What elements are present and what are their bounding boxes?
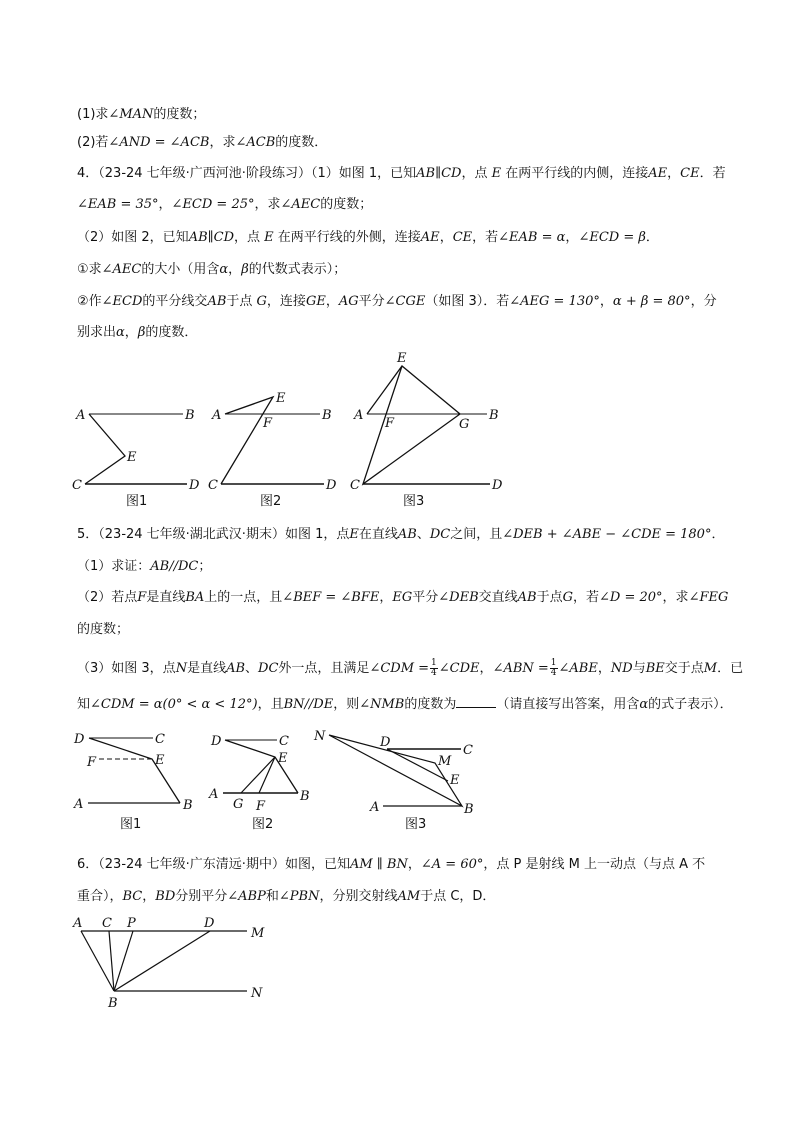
label-e: E (155, 753, 165, 768)
text: 重合）， (77, 889, 123, 904)
text: 的度数； (153, 107, 206, 122)
caption: 图1 (120, 817, 142, 832)
text: ，点 P 是射线 M 上一动点（与点 A 不 (483, 857, 706, 872)
math: G (256, 294, 267, 309)
q5-line1 (77, 526, 724, 544)
label-c: C (72, 478, 82, 493)
math: AB (517, 590, 537, 605)
denominator: 4 (431, 668, 437, 678)
text: ， (124, 325, 138, 340)
math: ∠D = 20° (599, 590, 663, 605)
text: （请直接写出答案，用含 (496, 697, 640, 712)
text: ，点 (461, 166, 492, 181)
text: ，若 (472, 230, 499, 245)
math: ∠ABE (558, 661, 598, 676)
math: AG (338, 294, 359, 309)
math: α (639, 697, 649, 712)
text: ．若 (699, 166, 726, 181)
label-n: N (314, 729, 326, 744)
label-a: A (212, 408, 222, 423)
text: 与 (632, 661, 646, 676)
text: 在两平行线的外侧，连接 (273, 230, 421, 245)
math: GE (305, 294, 326, 309)
math: BE (645, 661, 665, 676)
q6-figure (81, 931, 247, 991)
math: M (703, 661, 718, 676)
label-d: D (492, 478, 503, 493)
q5-line3 (77, 589, 728, 607)
text: ， (325, 294, 339, 309)
text: 的度数． (275, 135, 328, 150)
label-b: B (185, 408, 195, 423)
text: ， (228, 262, 242, 277)
math: β (137, 325, 146, 340)
text: 上的一点，且 (204, 590, 283, 605)
math: ∠CDM = (369, 661, 430, 676)
label-f: F (263, 416, 273, 431)
text: 的式子表示）． (648, 697, 733, 712)
label-b: B (489, 408, 499, 423)
label-e: E (276, 391, 286, 406)
text: 的大小（用含 (141, 262, 220, 277)
text: ， (597, 661, 611, 676)
label-d: D (189, 478, 200, 493)
math: E (264, 230, 274, 245)
math: ∠ECD (101, 294, 143, 309)
math: ∠PBN (278, 889, 320, 904)
text: （1）求证： (77, 559, 151, 574)
text: 平分 (358, 294, 385, 309)
answer-blank (456, 695, 496, 708)
math: α + β = 80° (612, 294, 691, 309)
numerator: 1 (550, 658, 557, 668)
text: ，求 (209, 135, 236, 150)
label-b: B (183, 798, 193, 813)
numerator: 1 (431, 658, 437, 668)
text: （3）如图 3，点 (77, 661, 176, 676)
math: ∠CGE (384, 294, 426, 309)
q5-figure-3 (329, 735, 462, 806)
text: 分别平分 (175, 889, 228, 904)
text: ，求 (254, 197, 281, 212)
text: ．已 (717, 661, 744, 676)
text: 的度数为 (404, 697, 457, 712)
text: ，求 (662, 590, 689, 605)
q4-figure-3 (363, 366, 490, 484)
caption: 图3 (403, 494, 425, 509)
math: ∠ACB (235, 135, 276, 150)
text: 在直线 (358, 527, 398, 542)
math: E (349, 527, 359, 542)
math: BC (122, 889, 143, 904)
math: N (175, 661, 188, 676)
label-e: E (127, 450, 137, 465)
caption: 图2 (260, 494, 282, 509)
text: ，连接 (266, 294, 306, 309)
text: 在两平行线的内侧，连接 (501, 166, 649, 181)
text: 别求出 (77, 325, 117, 340)
math: AB (226, 661, 246, 676)
text: ； (198, 559, 212, 574)
text: ， (599, 294, 613, 309)
text: ， (667, 166, 681, 181)
math: DC (258, 661, 279, 676)
text: 的度数． (145, 325, 198, 340)
label-d: D (74, 732, 85, 747)
caption: 图1 (126, 494, 148, 509)
label-f: F (385, 416, 395, 431)
fraction (430, 659, 438, 678)
text: 的度数； (77, 622, 130, 637)
text: 交直线 (478, 590, 518, 605)
text: 、 (245, 661, 259, 676)
label-a: A (354, 408, 364, 423)
text: 交于点 (664, 661, 704, 676)
q5-figure-1 (88, 738, 180, 803)
label-b: B (108, 996, 118, 1011)
label-d: D (326, 478, 337, 493)
math: DC (429, 527, 451, 542)
text: 之间，且 (450, 527, 503, 542)
label-d: D (380, 735, 391, 750)
math: ∠EAB = α (498, 230, 566, 245)
label-n: N (251, 986, 263, 1001)
fraction (550, 659, 558, 678)
text: ， (439, 230, 453, 245)
math: ∠DEB (438, 590, 479, 605)
label-c: C (463, 743, 473, 758)
text: 的度数； (320, 197, 373, 212)
math: α (219, 262, 229, 277)
math: BA (185, 590, 205, 605)
math: β (241, 262, 249, 277)
text: ①求 (77, 262, 102, 277)
math: AE (420, 230, 440, 245)
text: 知 (77, 697, 91, 712)
math: ∠A = 60° (420, 857, 484, 872)
caption: 图2 (252, 817, 274, 832)
label-a: A (76, 408, 86, 423)
math: ∠NMB (359, 697, 405, 712)
text: ， (379, 590, 393, 605)
q5-line2 (77, 558, 211, 576)
math: ND (610, 661, 633, 676)
text: ，分别交射线 (319, 889, 398, 904)
math: E (491, 166, 502, 181)
text: 于点 (536, 590, 563, 605)
text: ． (645, 230, 659, 245)
label-c: C (208, 478, 218, 493)
math: ∠BEF = ∠BFE (282, 590, 380, 605)
text: ，点 (234, 230, 265, 245)
text: 是直线 (187, 661, 227, 676)
text: （如图 3）．若 (425, 294, 510, 309)
text: 于点 C，D． (420, 889, 496, 904)
label-d: D (204, 916, 215, 931)
q6-line2 (77, 888, 495, 906)
text: （2）如图 2，已知 (77, 230, 189, 245)
q6-line1 (77, 856, 705, 874)
text: ， (407, 857, 421, 872)
label-a: A (370, 800, 380, 815)
text: (2)若 (77, 135, 109, 150)
label-c: C (279, 734, 289, 749)
math: ∠MAN (108, 107, 154, 122)
label-e: E (278, 751, 288, 766)
caption: 图3 (405, 817, 427, 832)
text: 外一点，且满足 (278, 661, 370, 676)
label-a: A (209, 787, 219, 802)
text: ，则 (333, 697, 360, 712)
label-d: D (211, 734, 222, 749)
label-e: E (450, 773, 460, 788)
label-b: B (464, 802, 474, 817)
math: EG (392, 590, 413, 605)
text: 、 (416, 527, 430, 542)
math: CE (452, 230, 473, 245)
label-m: M (251, 926, 265, 941)
math: ∠DEB + ∠ABE − ∠CDE = 180° (502, 527, 712, 542)
q5-line5 (77, 659, 743, 678)
math: ∠EAB = 35° (77, 197, 159, 212)
math: ∠ABN = (492, 661, 549, 676)
math: ∠FEG (688, 590, 729, 605)
math: CE (680, 166, 700, 181)
math: AB∥CD (188, 230, 235, 245)
q5-line6 (77, 695, 733, 714)
math: ∠AND = ∠ACB (108, 135, 210, 150)
text: ， (479, 661, 493, 676)
math: ∠AEC (280, 197, 321, 212)
label-m: M (438, 754, 452, 769)
math: F (137, 590, 147, 605)
math: ∠AEG = 130° (509, 294, 600, 309)
text: ． (711, 527, 725, 542)
math: ∠ABP (227, 889, 266, 904)
text: 平分 (412, 590, 439, 605)
label-a: A (73, 916, 83, 931)
q5-line4 (77, 621, 129, 639)
math: ∠AEC (101, 262, 142, 277)
text: 的平分线交 (142, 294, 208, 309)
math: AM (397, 889, 421, 904)
math: G (562, 590, 574, 605)
math: ∠CDM = α(0° < α < 12°) (90, 697, 258, 712)
text: ，若 (573, 590, 600, 605)
text: ，且 (257, 697, 284, 712)
label-b: B (300, 789, 310, 804)
math: ∠ECD = β (578, 230, 646, 245)
math: AB (207, 294, 227, 309)
label-c: C (350, 478, 360, 493)
math: ∠CDE (438, 661, 480, 676)
math: AM ∥ BN (349, 857, 408, 872)
label-p: P (127, 916, 136, 931)
math: ∠ECD = 25° (171, 197, 255, 212)
label-e: E (397, 351, 407, 366)
text: ， (158, 197, 172, 212)
label-g: G (233, 797, 244, 812)
math: AB∥CD (416, 166, 462, 181)
text: ， (142, 889, 156, 904)
text: （2）若点 (77, 590, 138, 605)
text: 是直线 (146, 590, 186, 605)
text: ②作 (77, 294, 102, 309)
math: BD (155, 889, 176, 904)
q4-figure-1 (85, 414, 187, 484)
math: α (116, 325, 125, 340)
math: AE (648, 166, 668, 181)
text: 的代数式表示）； (248, 262, 347, 277)
text: 和 (265, 889, 279, 904)
label-f: F (256, 799, 266, 814)
label-f: F (87, 755, 97, 770)
label-a: A (74, 797, 84, 812)
math: AB (397, 527, 417, 542)
text: ， (565, 230, 579, 245)
math: AB//DC (150, 559, 199, 574)
label-c: C (102, 916, 112, 931)
q4-figure-2 (221, 397, 324, 484)
math: BN//DE (283, 697, 334, 712)
text: 于点 (226, 294, 257, 309)
text: 5．（23-24 七年级·湖北武汉·期末）如图 1，点 (77, 527, 350, 542)
text: 4．（23-24 七年级·广西河池·阶段练习）（1）如图 1，已知 (77, 166, 417, 181)
text: (1)求 (77, 107, 109, 122)
label-g: G (459, 417, 470, 432)
label-c: C (155, 732, 165, 747)
text: 6．（23-24 七年级·广东清远·期中）如图，已知 (77, 857, 350, 872)
denominator: 4 (550, 668, 557, 678)
label-b: B (322, 408, 332, 423)
text: ，分 (690, 294, 717, 309)
